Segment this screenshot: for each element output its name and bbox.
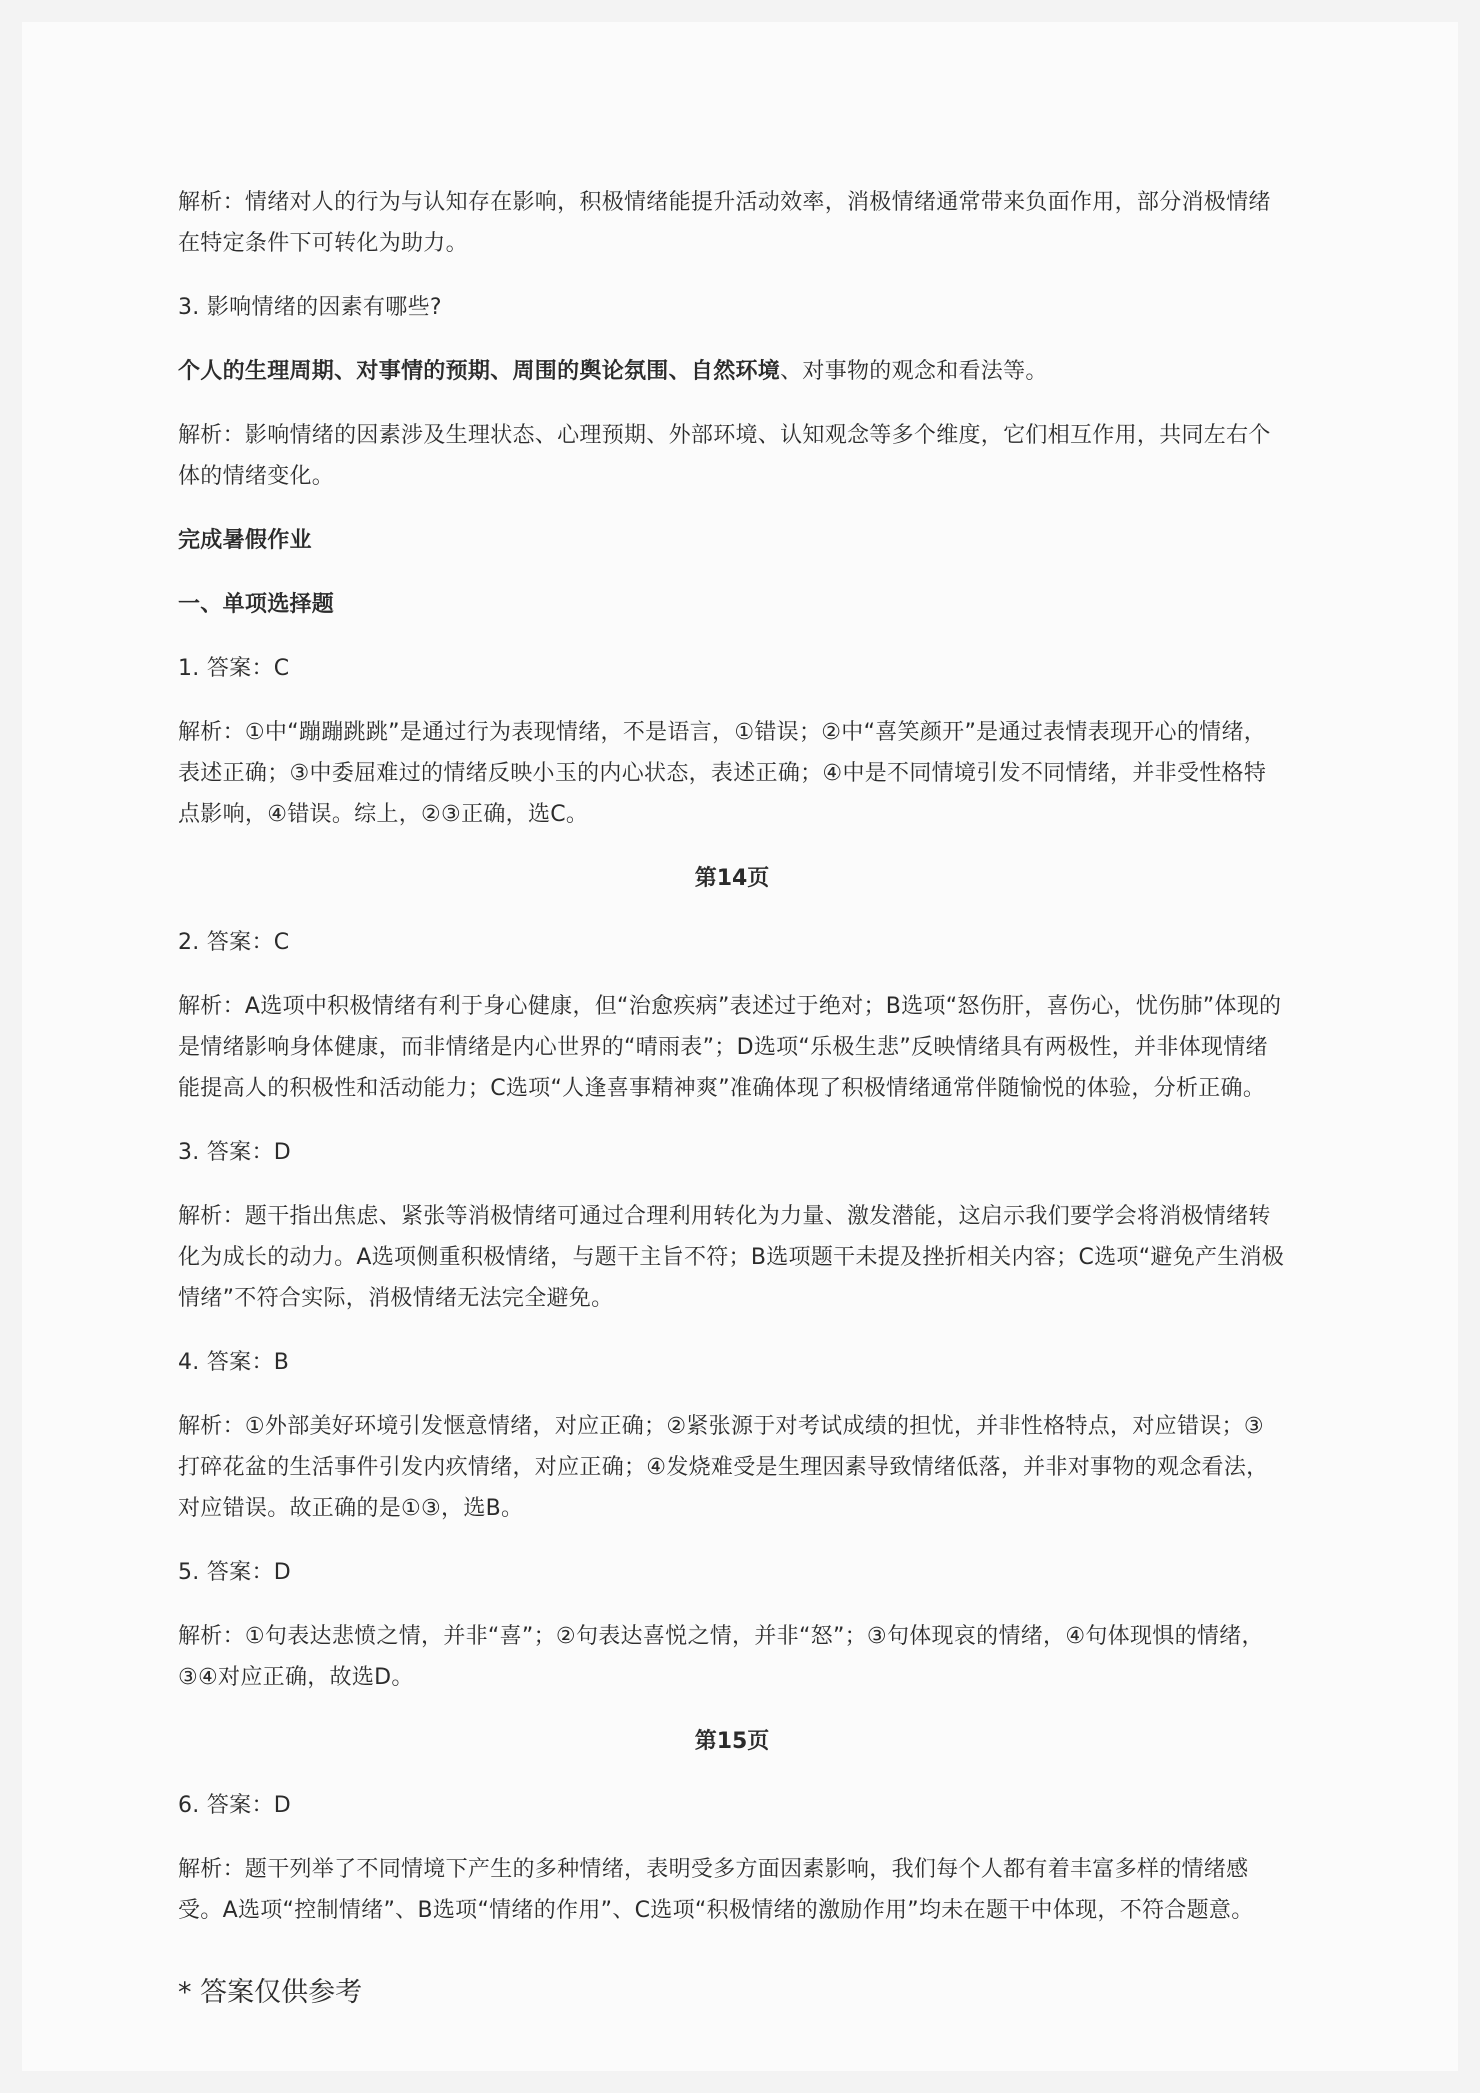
page-14-label: 第14页 — [694, 866, 770, 891]
page-15-label: 第15页 — [694, 1729, 770, 1754]
q2-analysis: 解析：A选项中积极情绪有利于身心健康，但“治愈疾病”表述过于绝对；B选项“怒伤肝，喜伤心，忧伤肺”体现的是情绪影响身体健康，而非情绪是内心世界的“晴雨表”；D选项“乐极生悲”反映情绪具有两极性，并非体现情绪能提高人的积极性和活动能力；C选项“人逢喜事精神爽”准确体现了积极情绪通常伴随愉悦的体验，分析正确。 — [178, 994, 1282, 1101]
subsection-title: 一、单项选择题 — [178, 592, 335, 617]
q2-answer: 2. 答案：C — [178, 930, 290, 955]
answer-3-bold: 个人的生理周期、对事情的预期、周围的舆论氛围、自然环境 — [178, 359, 781, 384]
q6-answer: 6. 答案：D — [178, 1793, 292, 1818]
question-3: 3. 影响情绪的因素有哪些? — [178, 295, 442, 320]
q6-analysis: 解析：题干列举了不同情境下产生的多种情绪，表明受多方面因素影响，我们每个人都有着丰富多样的情绪感受。A选项“控制情绪”、B选项“情绪的作用”、C选项“积极情绪的激励作用”均未在题干中体现，不符合题意。 — [178, 1857, 1254, 1923]
q5-answer: 5. 答案：D — [178, 1560, 292, 1585]
answer-3-rest: 、对事物的观念和看法等。 — [780, 359, 1048, 384]
analysis-3: 解析：影响情绪的因素涉及生理状态、心理预期、外部环境、认知观念等多个维度，它们相互作用，共同左右个体的情绪变化。 — [178, 423, 1271, 489]
q5-analysis: 解析：①句表达悲愤之情，并非“喜”；②句表达喜悦之情，并非“怒”；③句体现哀的情绪，④句体现惧的情绪，③④对应正确，故选D。 — [178, 1624, 1264, 1690]
footnote: * 答案仅供参考 — [178, 1977, 363, 2008]
analysis-paragraph: 解析：情绪对人的行为与认知存在影响，积极情绪能提升活动效率，消极情绪通常带来负面作用，部分消极情绪在特定条件下可转化为助力。 — [178, 190, 1271, 256]
q4-analysis: 解析：①外部美好环境引发惬意情绪，对应正确；②紧张源于对考试成绩的担忧，并非性格特点，对应错误；③打碎花盆的生活事件引发内疚情绪，对应正确；④发烧难受是生理因素导致情绪低落，并非对事物的观念看法，对应错误。故正确的是①③，选B。 — [178, 1414, 1269, 1521]
q3-analysis: 解析：题干指出焦虑、紧张等消极情绪可通过合理利用转化为力量、激发潜能，这启示我们要学会将消极情绪转化为成长的动力。A选项侧重积极情绪，与题干主旨不符；B选项题干未提及挫折相关内容；C选项“避免产生消极情绪”不符合实际，消极情绪无法完全避免。 — [178, 1204, 1285, 1311]
document-page — [22, 22, 1458, 2071]
q1-analysis: 解析：①中“蹦蹦跳跳”是通过行为表现情绪，不是语言，①错误；②中“喜笑颜开”是通过表情表现开心的情绪，表述正确；③中委屈难过的情绪反映小玉的内心状态，表述正确；④中是不同情境引发不同情绪，并非受性格特点影响，④错误。综上，②③正确，选C。 — [178, 720, 1267, 827]
section-title: 完成暑假作业 — [178, 528, 312, 553]
q1-answer: 1. 答案：C — [178, 656, 290, 681]
answer-3 — [178, 351, 1286, 392]
q3-answer: 3. 答案：D — [178, 1140, 292, 1165]
q4-answer: 4. 答案：B — [178, 1350, 290, 1375]
